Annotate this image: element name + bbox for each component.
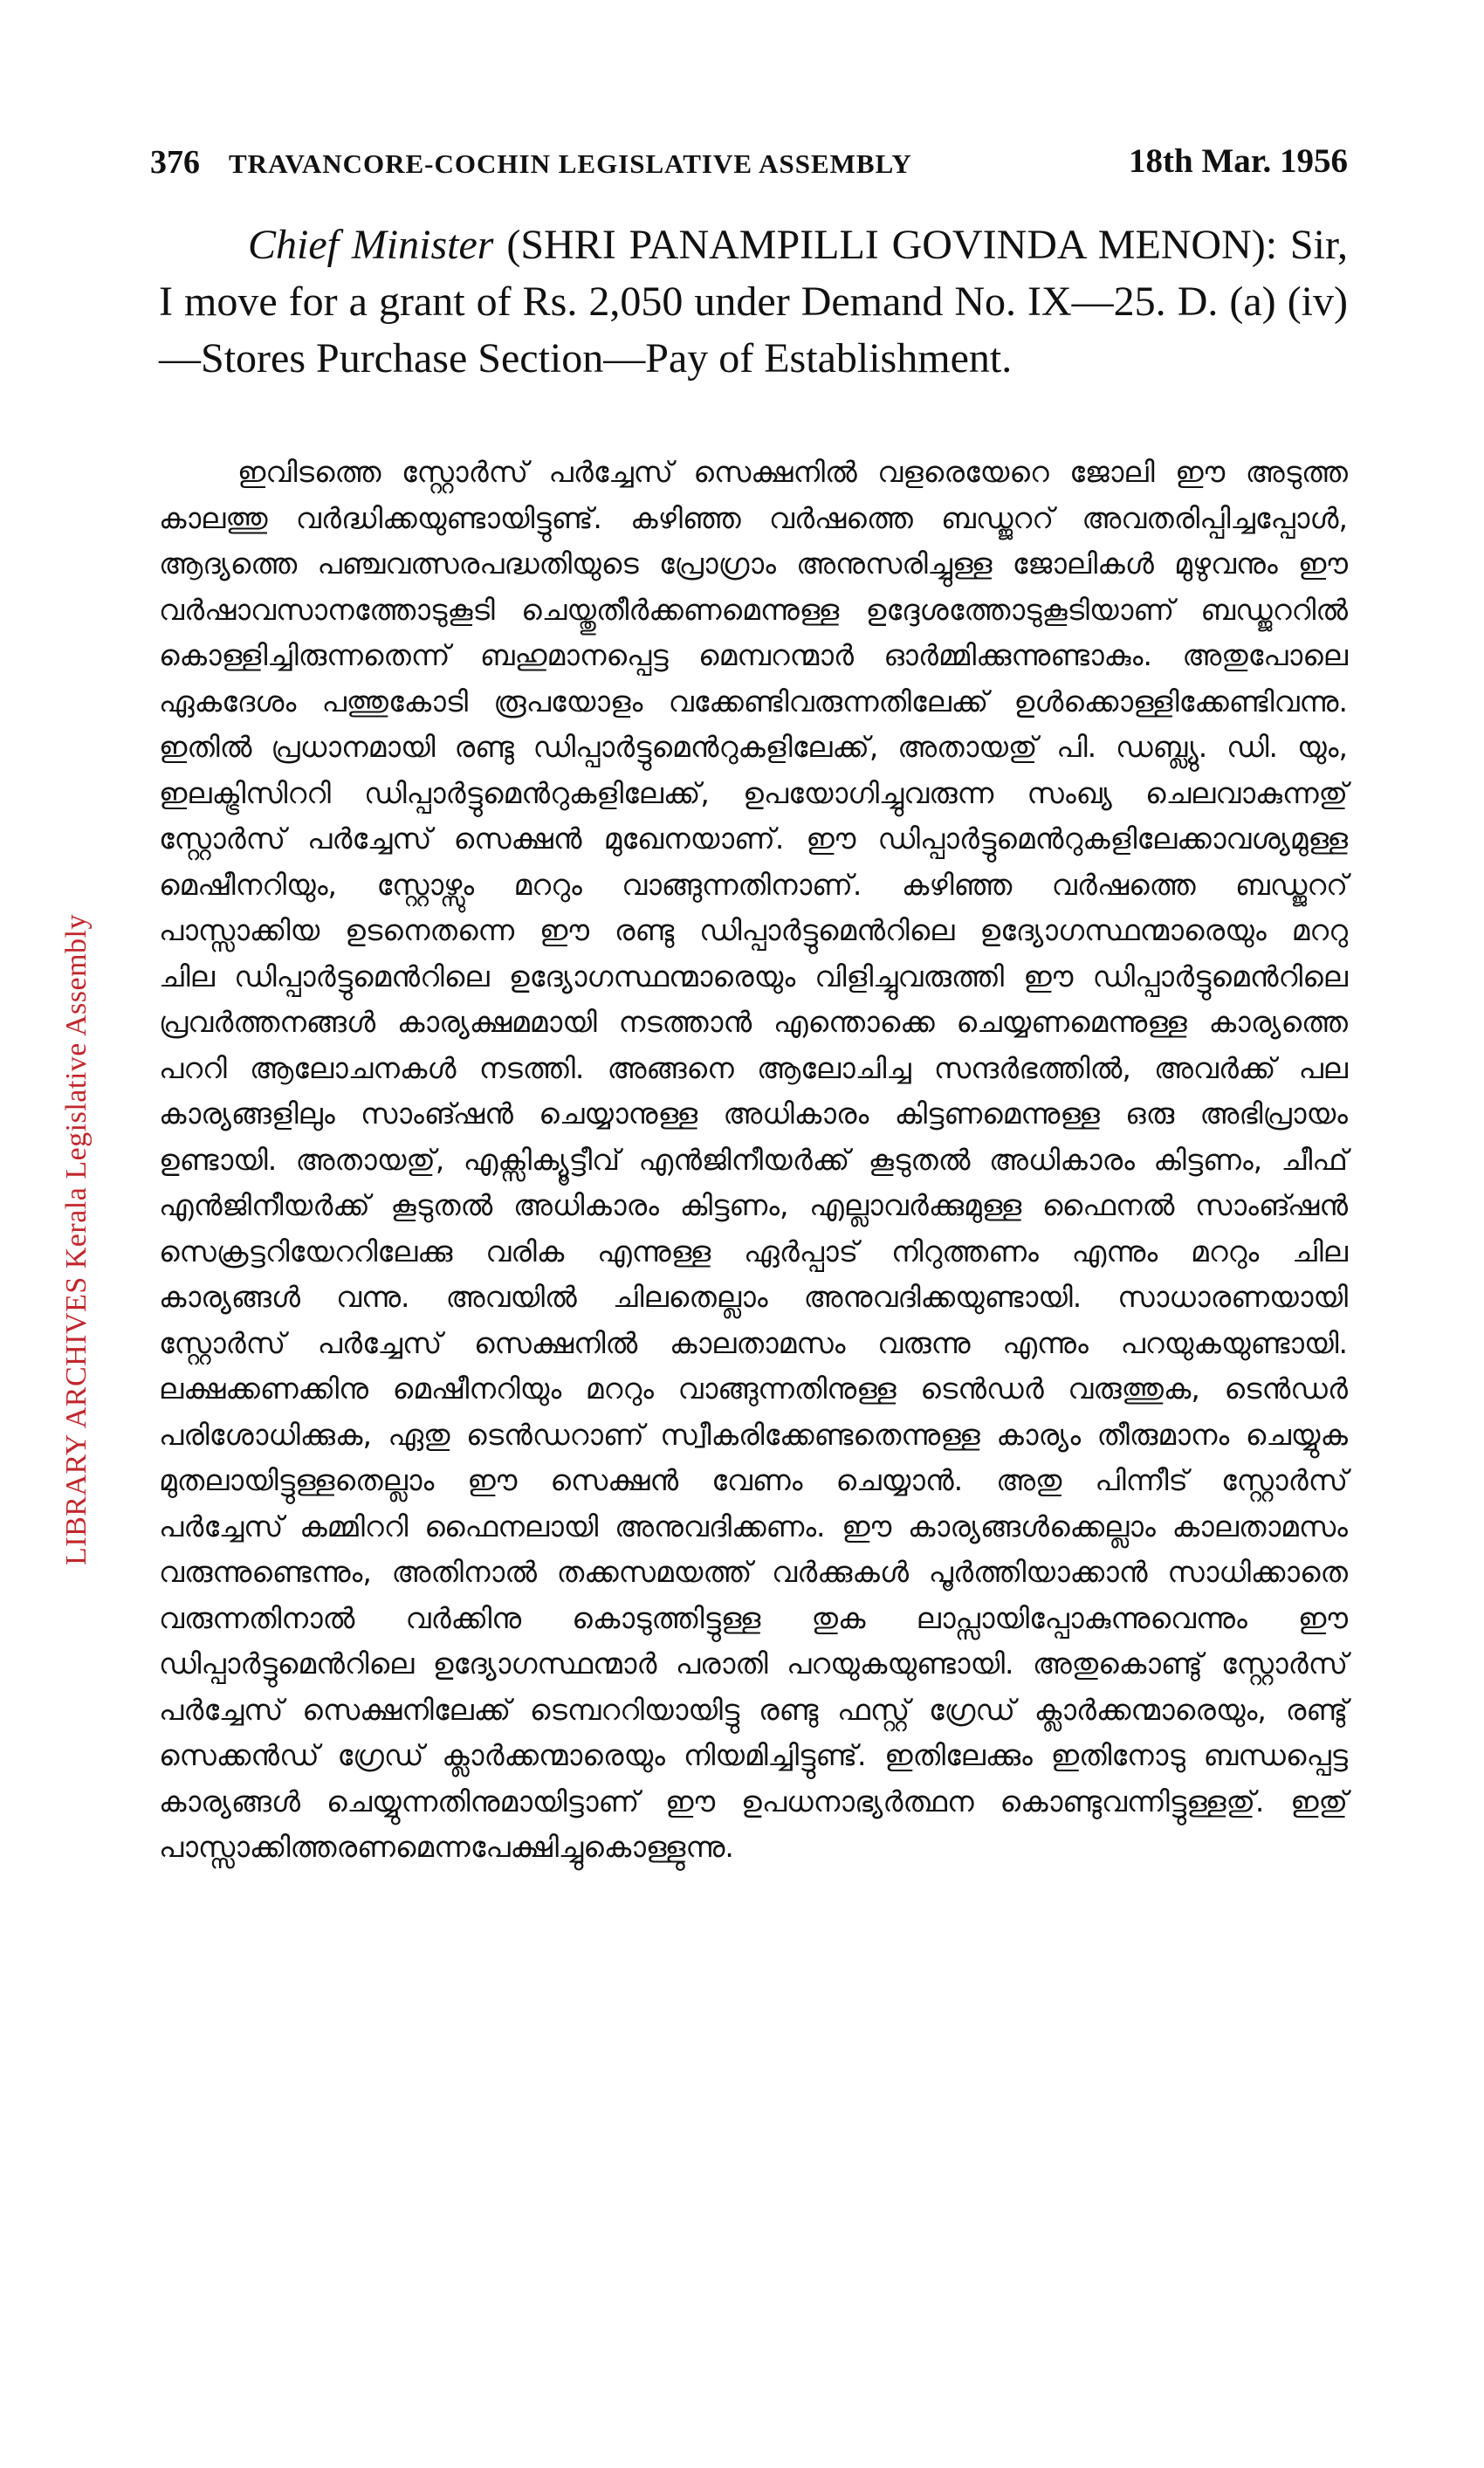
running-title: TRAVANCORE-COCHIN LEGISLATIVE ASSEMBLY — [229, 148, 912, 179]
page-number: 376 — [150, 144, 200, 181]
speech-intro — [159, 217, 1348, 387]
speaker-name: (SHRI PANAMPILLI GOVINDA MENON): — [506, 222, 1278, 268]
speech-body — [159, 450, 1348, 1871]
motion-text: Sir, I move for a grant of Rs. 2,050 under Demand No. IX—25. D. (a) (iv)—Stores Purchase Section—Pay of Establishment. — [159, 222, 1349, 382]
page-header — [150, 138, 1348, 190]
speaker-role: Chief Minister — [248, 222, 494, 268]
speech-body-text: ഇവിടത്തെ സ്റ്റോർസ് പർച്ചേസ് സെക്ഷനിൽ വളരെയേറെ ജോലി ഈ അടുത്ത കാലത്തു വർദ്ധിക്കയുണ്ടായിട്ടുണ്ട്. കഴിഞ്ഞ വർഷത്തെ ബഡ്ജററ് അവതരിപ്പിച്ചപ്പോൾ, ആദ്യത്തെ പഞ്ചവത്സരപദ്ധതിയുടെ പ്രോഗ്രാം അനുസരിച്ചുള്ള ജോലികൾ മുഴുവനും ഈ വർഷാവസാനത്തോടുകൂടി ചെയ്തുതീർക്കണമെന്നുള്ള ഉദ്ദേശത്തോടുകൂടിയാണ് ബഡ്ജററിൽ കൊള്ളിച്ചിരുന്നതെന്ന് ബഹുമാനപ്പെട്ട മെമ്പറന്മാർ ഓർമ്മിക്കുന്നുണ്ടാകും. അതുപോലെ ഏകദേശം പത്തുകോടി രൂപയോളം വക്കേണ്ടിവരുന്നതിലേക്ക് ഉൾക്കൊള്ളിക്കേണ്ടിവന്നു. ഇതിൽ പ്രധാനമായി രണ്ടു ഡിപ്പാർട്ടുമെൻറുകളിലേക്ക്, അതായതു് പി. ഡബ്ല്യു. ഡി. യും, ഇലക്ട്രിസിററി ഡിപ്പാർട്ടുമെൻറുകളിലേക്ക്, ഉപയോഗിച്ചുവരുന്ന സംഖ്യ ചെലവാകുന്നതു് സ്റ്റോർസ് പർച്ചേസ് സെക്ഷൻ മുഖേനയാണ്. ഈ ഡിപ്പാർട്ടുമെൻറുകളിലേക്കാവശ്യമുള്ള മെഷീനറിയും, സ്റ്റോഴ്സും മററും വാങ്ങുന്നതിനാണ്. കഴിഞ്ഞ വർഷത്തെ ബഡ്ജററ് പാസ്സാക്കിയ ഉടനെതന്നെ ഈ രണ്ടു ഡിപ്പാർട്ടുമെൻറിലെ ഉദ്യോഗസ്ഥന്മാരെയും മററു ചില ഡിപ്പാർട്ടുമെൻറിലെ ഉദ്യോഗസ്ഥന്മാരെയും വിളിച്ചുവരുത്തി ഈ ഡിപ്പാർട്ടുമെൻറിലെ പ്രവർത്തനങ്ങൾ കാര്യക്ഷമമായി നടത്താൻ എന്തൊക്കെ ചെയ്യണമെന്നുള്ള കാര്യത്തെ പററി ആലോചനകൾ നടത്തി. അങ്ങനെ ആലോചിച്ച സന്ദർഭത്തിൽ, അവർക്ക് പല കാര്യങ്ങളിലും സാംങ്ഷൻ ചെയ്യാനുള്ള അധികാരം കിട്ടണമെന്നുള്ള ഒരു അഭിപ്രായം ഉണ്ടായി. അതായതു്, എക്സിക്യൂട്ടീവ് എൻജിനീയർക്ക് കൂടുതൽ അധികാരം കിട്ടണം, ചീഫ് എൻജിനീയർക്ക് കൂടുതൽ അധികാരം കിട്ടണം, എല്ലാവർക്കുമുള്ള ഫൈനൽ സാംങ്ഷൻ സെക്രട്ടറിയേററിലേക്കു വരിക എന്നുള്ള ഏർപ്പാട് നിറുത്തണം എന്നും മററും ചില കാര്യങ്ങൾ വന്നു. അവയിൽ ചിലതെല്ലാം അനുവദിക്കയുണ്ടായി. സാധാരണയായി സ്റ്റോർസ് പർച്ചേസ് സെക്ഷനിൽ കാലതാമസം വരുന്നു എന്നും പറയുകയുണ്ടായി. ലക്ഷക്കണക്കിനു മെഷീനറിയും മററും വാങ്ങുന്നതിനുള്ള ടെൻഡർ വരുത്തുക, ടെൻഡർ പരിശോധിക്കുക, ഏതു ടെൻഡറാണ് സ്വീകരിക്കേണ്ടതെന്നുള്ള കാര്യം തീരുമാനം ചെയ്യുക മുതലായിട്ടുള്ളതെല്ലാം ഈ സെക്ഷൻ വേണം ചെയ്യാൻ. അതു പിന്നീട് സ്റ്റോർസ് പർച്ചേസ് കമ്മിററി ഫൈനലായി അനുവദിക്കണം. ഈ കാര്യങ്ങൾക്കെല്ലാം കാലതാമസം വരുന്നുണ്ടെന്നും, അതിനാൽ തക്കസമയത്ത് വർക്കുകൾ പൂർത്തിയാക്കാൻ സാധിക്കാതെ വരുന്നതിനാൽ വർക്കിനു കൊടുത്തിട്ടുള്ള തുക ലാപ്സായിപ്പോകുന്നുവെന്നും ഈ ഡിപ്പാർട്ടുമെൻറിലെ ഉദ്യോഗസ്ഥന്മാർ പരാതി പറയുകയുണ്ടായി. അതുകൊണ്ടു് സ്റ്റോർസ് പർച്ചേസ് സെക്ഷനിലേക്ക് ടെമ്പററിയായിട്ടു രണ്ടു ഫസ്റ്റ് ഗ്രേഡ് ക്ലാർക്കന്മാരെയും, രണ്ടു് സെക്കൻഡ് ഗ്രേഡ് ക്ലാർക്കന്മാരെയും നിയമിച്ചിട്ടുണ്ട്. ഇതിലേക്കും ഇതിനോടു ബന്ധപ്പെട്ട കാര്യങ്ങൾ ചെയ്യുന്നതിനുമായിട്ടാണ് ഈ ഉപധനാഭ്യർത്ഥന കൊണ്ടുവന്നിട്ടുള്ളതു്. ഇതു് പാസ്സാക്കിത്തരണമെന്നപേക്ഷിച്ചുകൊള്ളുന്നു. — [159, 455, 1348, 1864]
archive-watermark: LIBRARY ARCHIVES Kerala Legislative Assembly — [60, 913, 93, 1566]
sitting-date: 18th Mar. 1956 — [1129, 142, 1348, 180]
